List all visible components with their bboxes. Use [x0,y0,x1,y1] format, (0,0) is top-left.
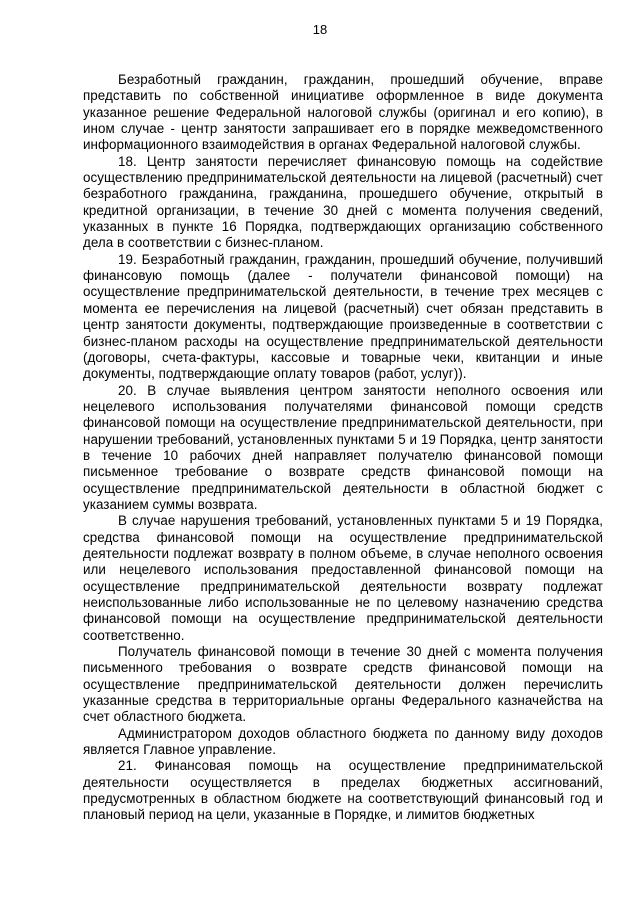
paragraph-violation-return: В случае нарушения требований, установленных пунктами 5 и 19 Порядка, средства финансовой помощи на осуществление предпринимательской деятельности подлежат возврату в полном объеме, в случае неполного освоения или нецелевого использования предоставленной финансовой помощи на осуществление предпринимательской деятельности возврату подлежат неиспользованные либо использованные не по целевому назначению средства финансовой помощи на осуществление предпринимательской деятельности соответственно. [83,513,603,643]
paragraph-tax-decision: Безработный гражданин, гражданин, прошедший обучение, вправе представить по собственной инициативе оформленное в виде документа указанное решение Федеральной налоговой службы (оригинал и его копию), в ином случае - центр занятости запрашивает его в порядке межведомственного информационного взаимодействия в органах Федеральной налоговой службы. [83,72,603,153]
paragraph-item-18: 18. Центр занятости перечисляет финансовую помощь на содействие осуществлению предпринимательской деятельности на лицевой (расчетный) счет безработного гражданина, гражданина, прошедшего обучение, открытый в кредитной организации, в течение 30 дней с момента получения сведений, указанных в пункте 16 Порядка, подтверждающих организацию собственного дела в соответствии с бизнес-планом. [83,153,603,251]
paragraph-recipient-transfer: Получатель финансовой помощи в течение 30 дней с момента получения письменного требования о возврате средств финансовой помощи на осуществление предпринимательской деятельности должен перечислить указанные средства в территориальные органы Федерального казначейства на счет областного бюджета. [83,644,603,725]
paragraph-item-19: 19. Безработный гражданин, гражданин, прошедший обучение, получивший финансовую помощь (далее - получатели финансовой помощи) на осуществление предпринимательской деятельности, в течение трех месяцев с момента ее перечисления на лицевой (расчетный) счет обязан представить в центр занятости документы, подтверждающие произведенные в соответствии с бизнес-планом расходы на осуществление предпринимательской деятельности (договоры, счета-фактуры, кассовые и товарные чеки, квитанции и иные документы, подтверждающие оплату товаров (работ, услуг)). [83,251,603,382]
paragraph-item-21: 21. Финансовая помощь на осуществление предпринимательской деятельности осуществляется в пределах бюджетных ассигнований, предусмотренных в областном бюджете на соответствующий финансовый год и плановый период на цели, указанные в Порядке, и лимитов бюджетных [83,758,603,823]
paragraph-revenue-administrator: Администратором доходов областного бюджета по данному виду доходов является Главное управление. [83,725,603,758]
document-body [83,72,603,824]
paragraph-item-20: 20. В случае выявления центром занятости неполного освоения или нецелевого использования получателями финансовой помощи средств финансовой помощи на осуществление предпринимательской деятельности, при нарушении требований, установленных пунктами 5 и 19 Порядка, центр занятости в течение 10 рабочих дней направляет получателю финансовой помощи письменное требование о возврате средств финансовой помощи на осуществление предпринимательской деятельности в областной бюджет с указанием суммы возврата. [83,382,603,512]
page-number: 18 [312,22,328,37]
